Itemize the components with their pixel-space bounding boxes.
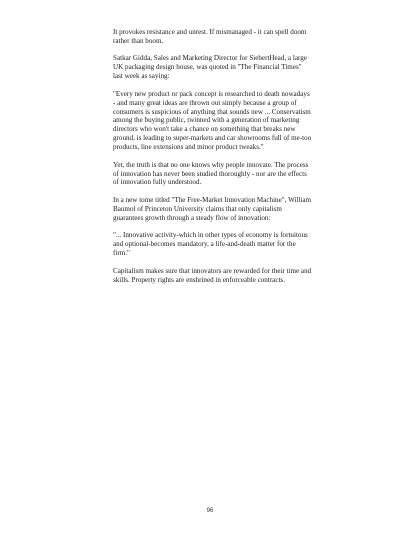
quote-paragraph: "Every new product or pack concept is researched to death nowadays - and many great ideas are thrown out simply because a group of consumers is suspicious of anything that sounds new ... Conservatism among the buying public, twinned with a generation of marketing directors who won't take a chance on something that breaks new ground, is leading to super-markets and car showrooms full of me-too products, line extensions and minor product tweaks." xyxy=(113,89,312,152)
body-text xyxy=(113,28,313,293)
paragraph: Capitalism makes sure that innovators are rewarded for their time and skills. Property rights are enshrined in enforceable contracts. xyxy=(113,266,312,284)
page-number: 96 xyxy=(206,508,214,514)
paragraph: Satkar Gidda, Sales and Marketing Director for SiebertHead, a large UK packaging design house, was quoted in "The Financial Times" last week as saying: xyxy=(113,54,307,81)
paragraph: In a new tome titled "The Free-Market Innovation Machine", William Baumol of Princeton University claims that only capitalism guarantees growth through a steady flow of innovation: xyxy=(113,195,312,222)
quote-paragraph: "... Innovative activity-which in other types of economy is fortuitous and optional-becomes mandatory, a life-and-death matter for the firm." xyxy=(113,231,308,258)
paragraph: Yet, the truth is that no one knows why people innovate. The process of innovation has never been studied thoroughly - nor are the effects of innovation fully understood. xyxy=(113,160,309,187)
paragraph: It provokes resistance and unrest. If mismanaged - it can spell doom rather than boom. xyxy=(113,28,307,45)
